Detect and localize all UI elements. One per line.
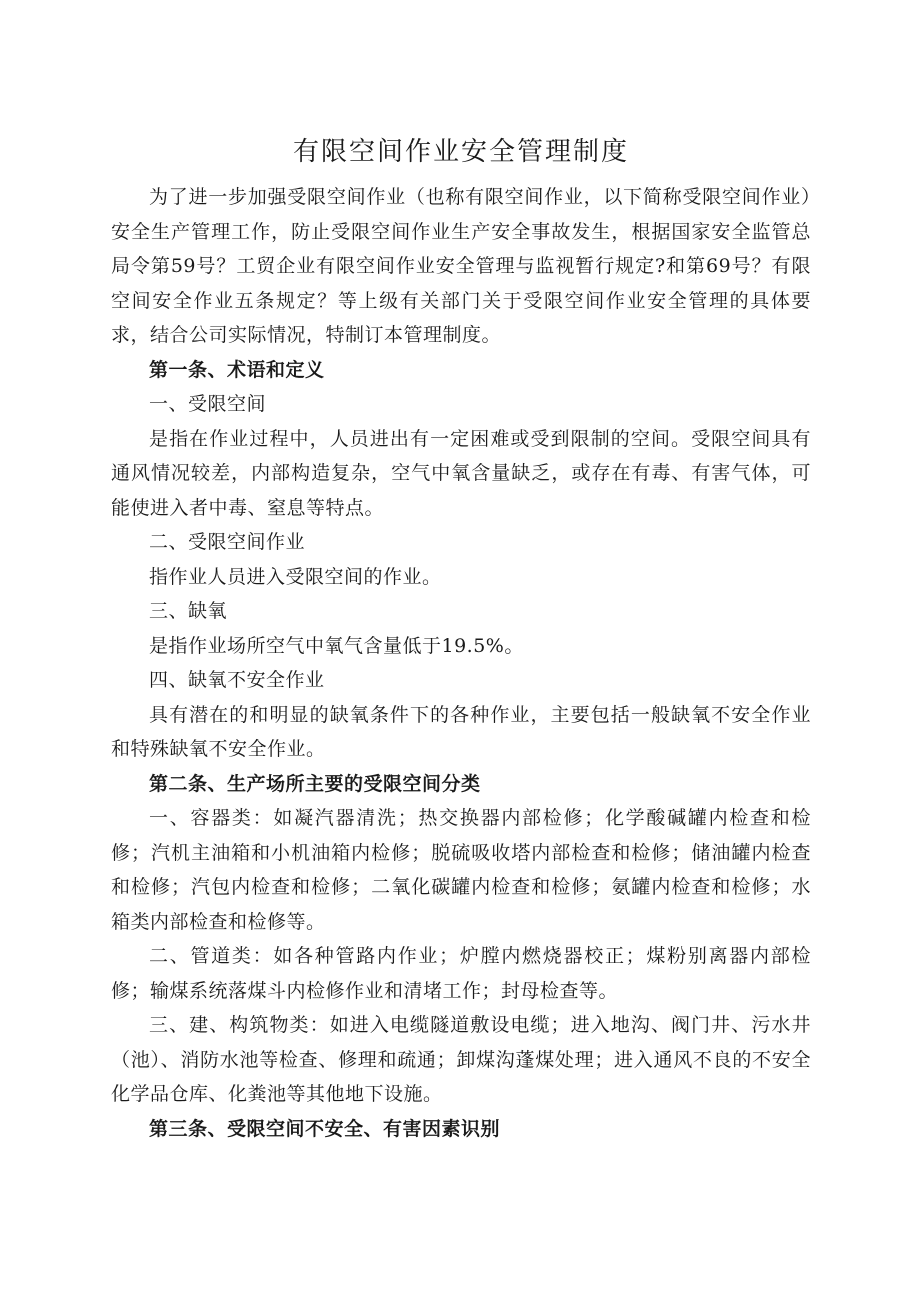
article-1-item-2-title: 二、受限空间作业 <box>149 531 306 553</box>
article-1-item-3-title: 三、缺氧 <box>149 600 228 622</box>
article-2-heading: 第二条、生产场所主要的受限空间分类 <box>149 772 481 795</box>
intro-paragraph: 为了进一步加强受限空间作业（也称有限空间作业，以下简称受限空间作业）安全生产管理工作，防止受限空间作业生产安全事故发生，根据国家安全监管总局令第59号？工贸企业有限空间作业安全管理与监视暂行规定?和第69号？有限空间安全作业五条规定？等上级有关部门关于受限空间作业安全管理的具体要求，结合公司实际情况，特制订本管理制度。 <box>111 186 811 346</box>
article-2-item-1: 一、容器类：如凝汽器清洗；热交换器内部检修；化学酸碱罐内检查和检修；汽机主油箱和小机油箱内检修；脱硫吸收塔内部检查和检修；储油罐内检查和检修；汽包内检查和检修；二氧化碳罐内检查和检修；氨罐内检查和检修；水箱类内部检查和检修等。 <box>111 807 811 933</box>
document-title: 有限空间作业安全管理制度 <box>292 137 629 167</box>
article-2-item-2: 二、管道类：如各种管路内作业；炉膛内燃烧器校正；煤粉别离器内部检修；输煤系统落煤斗内检修作业和清堵工作；封母检查等。 <box>111 945 811 1002</box>
article-1-item-1-text: 是指在作业过程中，人员进出有一定困难或受到限制的空间。受限空间具有通风情况较差，内部构造复杂，空气中氧含量缺乏，或存在有毒、有害气体，可能使进入者中毒、窒息等特点。 <box>111 427 811 519</box>
article-1-item-2-text: 指作业人员进入受限空间的作业。 <box>149 565 442 588</box>
article-2-item-3: 三、建、构筑物类：如进入电缆隧道敷设电缆；进入地沟、阀门井、污水井（池）、消防水池等检查、修理和疏通；卸煤沟蓬煤处理；进入通风不良的不安全化学品仓库、化粪池等其他地下设施。 <box>111 1014 811 1105</box>
document-page <box>111 132 811 1146</box>
article-1-item-3-text: 是指作业场所空气中氧气含量低于19.5%。 <box>149 634 524 657</box>
article-3-heading: 第三条、受限空间不安全、有害因素识别 <box>149 1117 501 1140</box>
article-1-item-4-text: 具有潜在的和明显的缺氧条件下的各种作业，主要包括一般缺氧不安全作业和特殊缺氧不安全作业。 <box>111 703 811 760</box>
article-1-item-4-title: 四、缺氧不安全作业 <box>149 669 325 691</box>
article-1-item-1-title: 一、受限空间 <box>149 393 267 415</box>
article-1-heading: 第一条、术语和定义 <box>149 358 325 381</box>
